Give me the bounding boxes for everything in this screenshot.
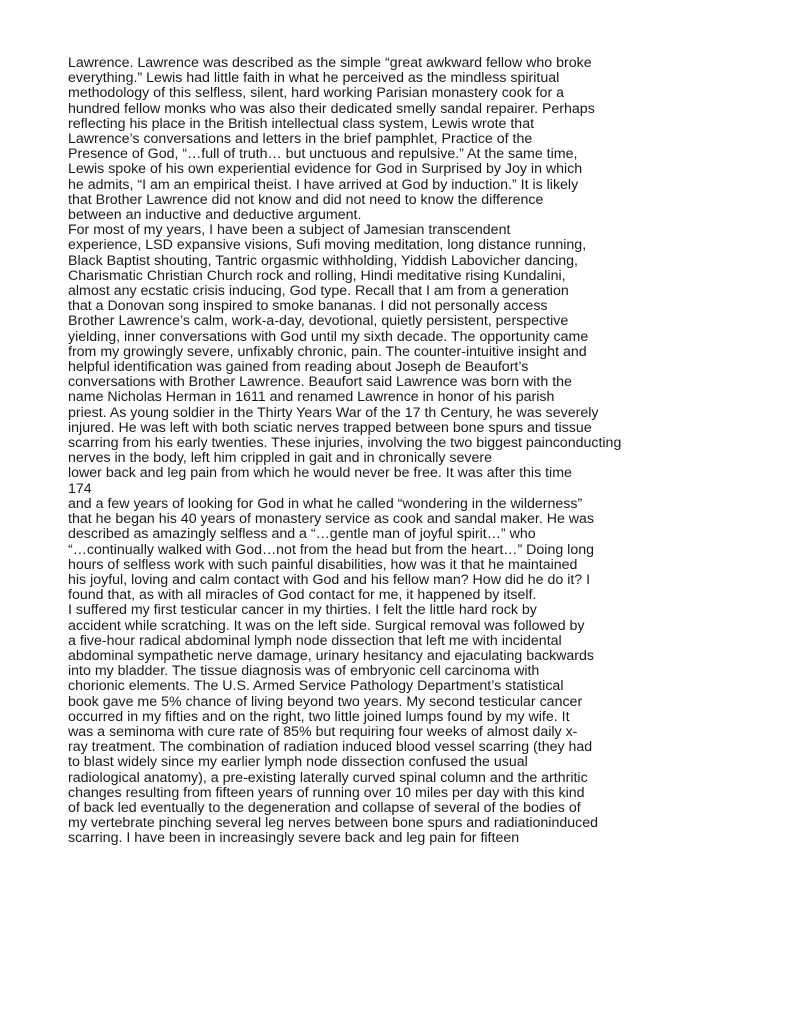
- text-line: ray treatment. The combination of radiation induced blood vessel scarring (they had: [68, 739, 593, 756]
- text-line: radiological anatomy), a pre-existing laterally curved spinal column and the arthritic: [68, 769, 588, 786]
- text-line: everything.” Lewis had little faith in what he perceived as the mindless spiritual: [68, 70, 560, 87]
- text-line: that Brother Lawrence did not know and did not need to know the difference: [68, 191, 544, 208]
- text-line: methodology of this selfless, silent, hard working Parisian monastery cook for a: [68, 85, 565, 102]
- text-line: Lawrence’s conversations and letters in the brief pamphlet, Practice of the: [68, 131, 533, 148]
- document-page: [68, 56, 708, 847]
- text-line: name Nicholas Herman in 1611 and renamed Lawrence in honor of his parish: [68, 389, 555, 406]
- text-line: to blast widely since my earlier lymph node dissection confused the usual: [68, 754, 528, 771]
- text-line: hours of selfless work with such painful disabilities, how was it that he maintained: [68, 556, 578, 573]
- text-line: almost any ecstatic crisis inducing, God type. Recall that I am from a generation: [68, 283, 569, 300]
- text-line: reflecting his place in the British intellectual class system, Lewis wrote that: [68, 115, 535, 132]
- text-line: of back led eventually to the degeneration and collapse of several of the bodies of: [68, 799, 581, 816]
- page-number: 174: [68, 480, 92, 497]
- text-line: his joyful, loving and calm contact with God and his fellow man? How did he do it? I: [68, 571, 591, 588]
- text-line: chorionic elements. The U.S. Armed Service Pathology Department’s statistical: [68, 678, 564, 695]
- text-line: found that, as with all miracles of God contact for me, it happened by itself.: [68, 587, 537, 604]
- text-line: was a seminoma with cure rate of 85% but requiring four weeks of almost daily x-: [68, 723, 578, 740]
- text-line: Lewis spoke of his own experiential evidence for God in Surprised by Joy in which: [68, 161, 583, 178]
- text-line: from my growingly severe, unfixably chronic, pain. The counter-intuitive insight and: [68, 343, 587, 360]
- text-line: he admits, “I am an empirical theist. I have arrived at God by induction.” It is likely: [68, 176, 579, 193]
- text-line: that he began his 40 years of monastery service as cook and sandal maker. He was: [68, 511, 595, 528]
- text-line: Lawrence. Lawrence was described as the simple “great awkward fellow who broke: [68, 55, 592, 71]
- text-line: priest. As young soldier in the Thirty Years War of the 17 th Century, he was severely: [68, 404, 599, 421]
- text-line: Brother Lawrence’s calm, work-a-day, devotional, quietly persistent, perspective: [68, 313, 569, 330]
- text-line: conversations with Brother Lawrence. Beaufort said Lawrence was born with the: [68, 374, 572, 391]
- text-line: book gave me 5% chance of living beyond two years. My second testicular cancer: [68, 693, 583, 710]
- text-line: between an inductive and deductive argument.: [68, 207, 362, 224]
- text-line: into my bladder. The tissue diagnosis was of embryonic cell carcinoma with: [68, 663, 540, 680]
- text-line: accident while scratching. It was on the left side. Surgical removal was followed by: [68, 617, 585, 634]
- text-line: changes resulting from fifteen years of running over 10 miles per day with this kind: [68, 784, 585, 801]
- text-line: that a Donovan song inspired to smoke bananas. I did not personally access: [68, 298, 548, 315]
- text-line: helpful identification was gained from reading about Joseph de Beaufort’s: [68, 359, 529, 376]
- text-line: yielding, inner conversations with God until my sixth decade. The opportunity came: [68, 328, 589, 345]
- text-line: occurred in my fifties and on the right, two little joined lumps found by my wife. It: [68, 708, 570, 725]
- text-line: experience, LSD expansive visions, Sufi moving meditation, long distance running,: [68, 237, 587, 254]
- text-line: Charismatic Christian Church rock and rolling, Hindi meditative rising Kundalini,: [68, 267, 566, 284]
- text-line: nerves in the body, left him crippled in gait and in chronically severe: [68, 450, 493, 467]
- text-line: injured. He was left with both sciatic nerves trapped between bone spurs and tissue: [68, 419, 592, 436]
- text-line: abdominal sympathetic nerve damage, urinary hesitancy and ejaculating backwards: [68, 647, 595, 664]
- text-line: scarring. I have been in increasingly severe back and leg pain for fifteen: [68, 830, 520, 847]
- text-line: Black Baptist shouting, Tantric orgasmic withholding, Yiddish Labovicher dancing,: [68, 252, 578, 269]
- text-line: lower back and leg pain from which he would never be free. It was after this time: [68, 465, 572, 482]
- text-line: For most of my years, I have been a subject of Jamesian transcendent: [68, 222, 511, 239]
- text-line: “…continually walked with God…not from the head but from the heart…” Doing long: [68, 541, 594, 558]
- text-line: and a few years of looking for God in what he called “wondering in the wilderness”: [68, 495, 583, 512]
- text-line: Presence of God, “…full of truth… but unctuous and repulsive.” At the same time,: [68, 146, 578, 163]
- text-line: a five-hour radical abdominal lymph node dissection that left me with incidental: [68, 632, 562, 649]
- text-line: I suffered my first testicular cancer in my thirties. I felt the little hard rock by: [68, 602, 537, 619]
- text-line: scarring from his early twenties. These injuries, involving the two biggest painconducting: [68, 435, 622, 452]
- text-line: my vertebrate pinching several leg nerves between bone spurs and radiationinduced: [68, 815, 598, 832]
- text-line: described as amazingly selfless and a “…gentle man of joyful spirit…” who: [68, 526, 536, 543]
- text-line: hundred fellow monks who was also their dedicated smelly sandal repairer. Perhaps: [68, 100, 595, 117]
